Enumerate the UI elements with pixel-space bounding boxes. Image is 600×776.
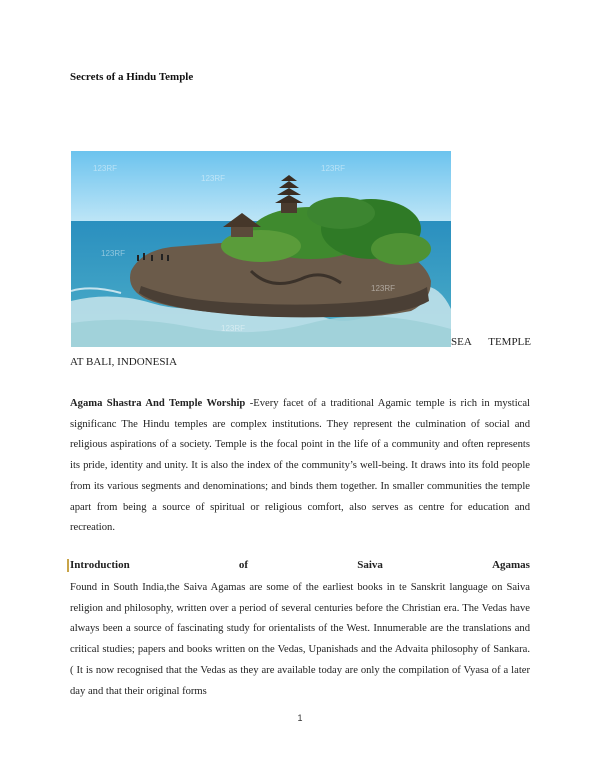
svg-text:123RF: 123RF <box>201 174 226 183</box>
document-title: Secrets of a Hindu Temple <box>70 71 194 83</box>
sea-temple-photo <box>71 151 451 347</box>
caption-word-temple: TEMPLE <box>488 336 531 348</box>
svg-text:123RF: 123RF <box>371 284 396 293</box>
caption-word-sea: SEA <box>451 336 472 348</box>
cursor-marker <box>67 559 69 572</box>
paragraph-saiva-agamas: Found in South India,the Saiva Agamas are some of the earliest books in te Sanskrit language on Saiva religion and philosophy, written over a period of several centuries before the Christian era. The Vedas have always been a source of fascinating study for orientalists of the West. Innumerable are the translations and critical studies; papers and books written on the Vedas, Upanishads and the Advaita philosophy of Sankara. ( It is now recognised that the Vedas as they are available today are only the compilation of Vyasa of a later day and that their original forms <box>70 582 530 697</box>
heading-word-3: Saiva <box>357 559 383 571</box>
svg-text:123RF: 123RF <box>221 324 246 333</box>
photo-caption-line2: AT BALI, INDONESIA <box>70 356 178 368</box>
svg-text:123RF: 123RF <box>101 249 126 258</box>
heading-word-2: of <box>238 559 249 571</box>
svg-text:123RF: 123RF <box>321 164 346 173</box>
photo-caption-line1 <box>451 336 531 348</box>
heading-word-1: Introduction <box>70 559 130 571</box>
watermark-text: 123RF <box>93 164 118 173</box>
page-number: 1 <box>297 713 303 723</box>
paragraph-agama-shastra <box>70 394 530 539</box>
paragraph-body: -Every facet of a traditional Agamic temple is rich in mystical significanc The Hindu temples are complex institutions. They represent the culmination of social and religious aspirations of a society. Temple is the focal point in the life of a community and often represents its pride, identity and unity. It is also the index of the community’s well-being. It draws into its fold people from its various segments and denominations; and binds them together. In smaller communities the temple apart from being a source of spiritual or religious comfort, also serves as centre for education and recreation. <box>70 398 530 534</box>
heading-word-4: Agamas <box>492 559 530 571</box>
paragraph-lead: Agama Shastra And Temple Worship <box>70 398 246 409</box>
section-heading <box>70 559 530 571</box>
